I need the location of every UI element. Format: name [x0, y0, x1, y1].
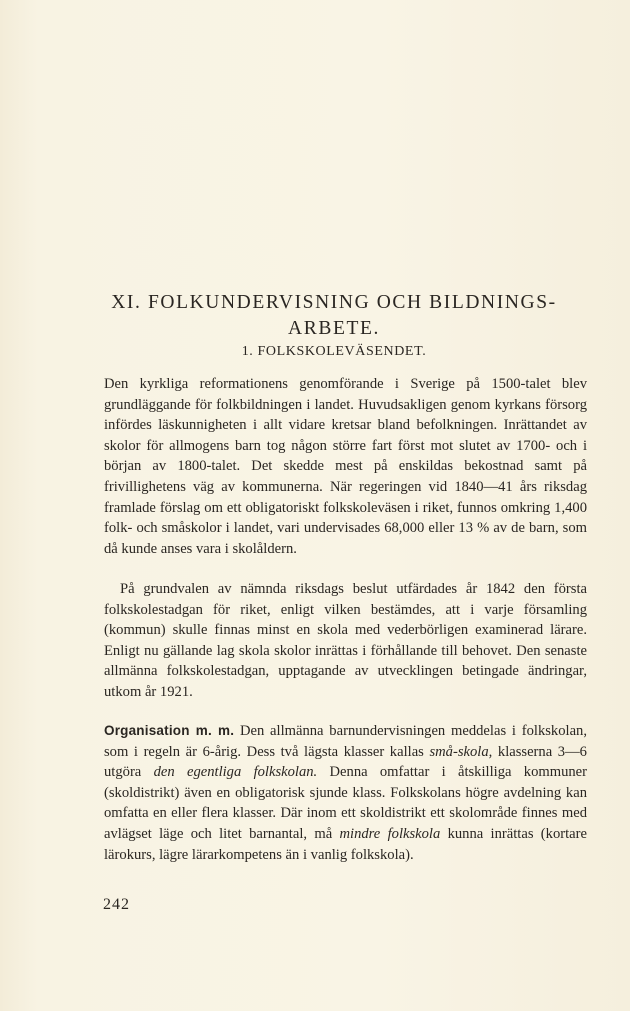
organisation-text-1: Den allmänna barnundervisningen meddelas i folkskolan, som i regeln är 6-årig. Dess två lägsta klasser kallas — [104, 723, 588, 760]
organisation-italic-smaskola: små-skola, — [429, 743, 493, 760]
organisation-italic-mindre: mindre folkskola — [339, 825, 441, 842]
page-number: 242 — [103, 896, 130, 913]
organisation-text-2: klasserna 3—6 utgöra — [104, 743, 587, 781]
paragraph-organisation — [104, 721, 587, 865]
organisation-italic-egentliga: den egentliga folkskolan. — [153, 764, 318, 781]
organisation-text-3: Denna omfattar i åtskilliga kommuner (skoldistrikt) även en obligatorisk sjunde klass. Folkskolans högre avdelning kan omfatta en eller flera klasser. Där inom ett skoldistrikt ett skolområde finnes med avlägset läge och litet barnantal, må — [104, 764, 588, 842]
run-in-heading: Organisation m. m. — [104, 723, 235, 738]
section-title: 1. FOLKSKOLEVÄSENDET. — [241, 344, 427, 359]
paragraph-reformation: Den kyrkliga reformationens genomförande i Sverige på 1500-talet blev grundläggande för folkbildningen i landet. Huvudsakligen genom kyrkans försorg infördes läskunnigheten i allt vidare kretsar bland befolkningen. Inrättandet av skolor för allmogens barn tog någon större fart först mot slutet av 1700- och i början av 1800-talet. Det skedde mest på enskildas bekostnad samt på frivillighetens väg av kommunerna. När regeringen vid 1840—41 års riksdag framlade förslag om ett obligatoriskt folkskoleväsen i riket, funnos omkring 1,400 folk- och småskolor i landet, vari undervisades 68,000 eller 13 % av de barn, som då kunde anses vara i skolåldern. — [104, 376, 587, 557]
organisation-text-4: kunna inrättas (kortare lärokurs, lägre lärarkompetens än i vanlig folkskola). — [104, 825, 587, 863]
chapter-title: XI. FOLKUNDERVISNING OCH BILDNINGS-ARBETE. — [111, 292, 557, 339]
paragraph-folkskolestadga: På grundvalen av nämnda riksdags beslut utfärdades år 1842 den första folkskolestadgan för riket, enligt vilken bestämdes, att i varje församling (kommun) skulle finnas minst en skola med vederbörligen examinerad lärare. Enligt nu gällande lag skola skolor inrättas i förhållande till behovet. Den senaste allmänna folkskolestadgan, upptagande av utvecklingen betingade ändringar, utkom år 1921. — [104, 581, 587, 700]
